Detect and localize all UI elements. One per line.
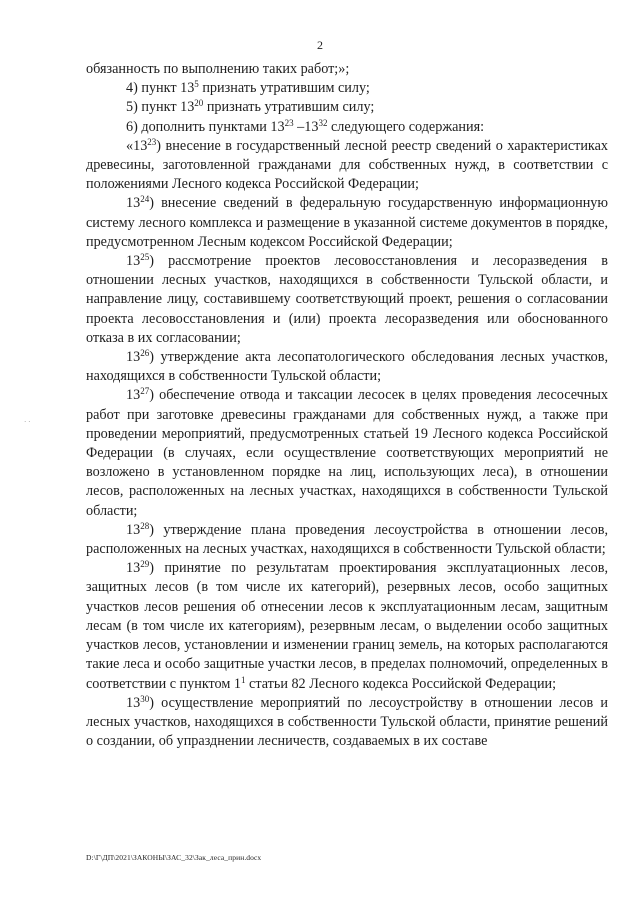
superscript-number: 29 [140,559,150,570]
paragraph-text: 13 [126,560,141,577]
superscript-number: 20 [194,98,204,109]
paragraph-text: 13 [126,349,141,366]
superscript-number: 23 [284,117,294,128]
superscript-number: 26 [140,348,150,359]
paragraph [86,559,608,693]
paragraph-text: ) утверждение плана проведения лесоустройства в отношении лесов, расположенных на лесных участках, находящихся в собственности Тульской области; [86,521,608,558]
paragraph [86,521,608,559]
paragraph-text: «13 [126,137,148,154]
paragraph-text: обязанность по выполнению таких работ;»; [86,61,350,77]
paragraph-text: 4) пункт 13 [126,80,195,97]
paragraph [86,98,608,117]
paragraph-text: ) принятие по результатам проектирования эксплуатационных лесов, защитных лесов (в том числе их категорий), резервных лесов, особо защитных участков лесов решения об отнесении лесов к эксплуатационным лесам, защитным лесам (в том числе их категориям), резервным лесам, о выделении особо защитных участков лесов, установлении и изменении границ земель, на которых располагаются такие леса и особо защитные участки лесов, в пределах полномочий, определенных в соответствии с пунктом 1 [86,560,608,692]
paragraph-text: 6) дополнить пунктами 13 [126,118,285,135]
paragraph-text: ) осуществление мероприятий по лесоустройству в отношении лесов и лесных участков, находящихся в собственности Тульской области, принятие решений о создании, об упразднении лесничеств, создаваемых в их составе [86,694,608,750]
paragraph-text: 13 [126,521,141,538]
paragraph [86,194,608,252]
superscript-number: 27 [140,386,150,397]
superscript-number: 23 [147,136,157,147]
superscript-number: 25 [140,252,150,263]
paragraph [86,386,608,520]
paragraph-text: –13 [293,118,319,135]
paragraph-text: ) внесение сведений в федеральную государственную информационную систему лесного комплекса и размещение в указанной системе документов в порядке, предусмотренном Лесным кодексом Российской Федерации; [86,195,608,250]
paragraph [86,137,608,195]
paragraph-text: ) обеспечение отвода и таксации лесосек в целях проведения лесосечных работ при заготовке древесины гражданами для собственных нужд, а также при проведении мероприятий, предусмотренных статьей 19 Лесного кодекса Российской Федерации (в случаях, если осуществление соответствующих мероприятий не возложено в установленном порядке на лиц, использующих леса), в отношении лесов, расположенных на лесных участках, находящихся в собственности Тульской области; [86,387,608,519]
paragraph [86,694,608,752]
paragraph [86,252,608,348]
page-number: 2 [317,38,323,52]
paragraph [86,118,608,137]
paragraph-text: 13 [126,195,141,212]
superscript-number: 30 [140,693,150,704]
document-body [86,60,608,751]
paragraph-text: ) рассмотрение проектов лесовосстановления и лесоразведения в отношении лесных участков, находящихся в собственности Тульской области, и направление лицу, составившему соответствующий проект, решения о согласовании проекта лесовосстановления и (или) проекта лесоразведения или обоснованного отказа в их согласовании; [86,253,608,346]
superscript-number: 28 [140,520,150,531]
paragraph-text: следующего содержания: [327,118,485,135]
paragraph [86,60,608,79]
paragraph-text: признать утратившим силу; [198,80,370,97]
paragraph-text: 13 [126,387,141,404]
superscript-number: 1 [241,674,246,685]
paragraph-text: 13 [126,253,141,270]
margin-scan-mark: · · [24,418,31,426]
paragraph-text: статьи 82 Лесного кодекса Российской Федерации; [245,675,557,692]
paragraph [86,79,608,98]
superscript-number: 5 [194,79,199,90]
footer-file-path: D:\Г\ДП\2021\ЗАКОНЫ\ЗАС_32\Зак_леса_прин.docx [86,853,262,862]
paragraph-text: 5) пункт 13 [126,99,195,116]
superscript-number: 24 [140,194,150,205]
superscript-number: 32 [318,117,328,128]
paragraph-text: признать утратившим силу; [203,99,375,116]
paragraph [86,348,608,386]
paragraph-text: ) утверждение акта лесопатологического обследования лесных участков, находящихся в собственности Тульской области; [86,349,608,385]
paragraph-text: 13 [126,694,141,711]
paragraph-text: ) внесение в государственный лесной реестр сведений о характеристиках древесины, заготовленной гражданами для собственных нужд, в соответствии с положениями Лесного кодекса Российской Федерации; [86,137,608,193]
